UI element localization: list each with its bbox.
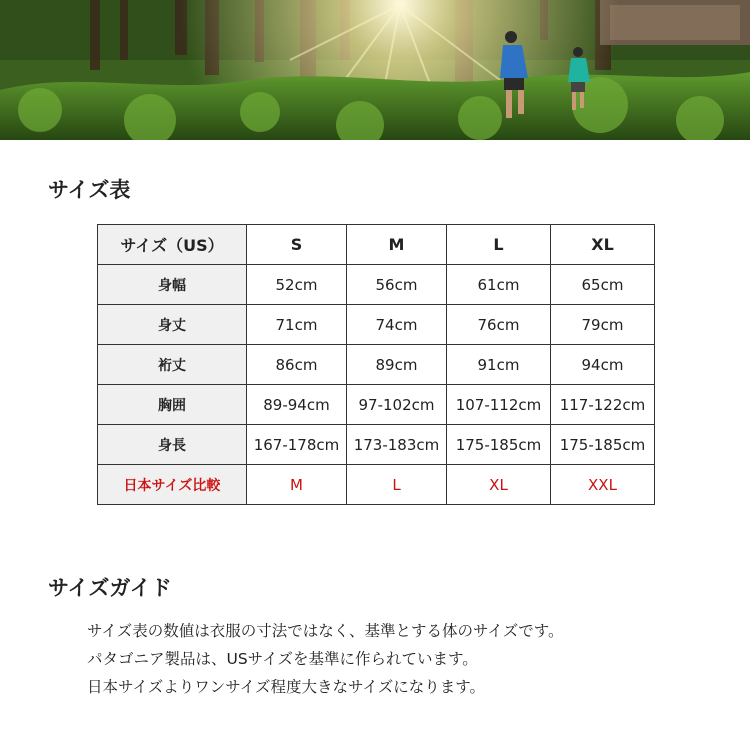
size-l-header: L [447, 225, 551, 265]
table-cell: 91cm [447, 345, 551, 385]
table-cell: 117-122cm [551, 385, 655, 425]
table-cell: 175-185cm [551, 425, 655, 465]
row-label: 日本サイズ比較 [98, 465, 247, 505]
table-row [98, 305, 655, 345]
table-cell: 56cm [347, 265, 447, 305]
table-cell: M [247, 465, 347, 505]
table-cell: 97-102cm [347, 385, 447, 425]
guide-line: パタゴニア製品は、USサイズを基準に作られています。 [87, 650, 478, 668]
table-cell: 175-185cm [447, 425, 551, 465]
table-cell: 71cm [247, 305, 347, 345]
size-s-header: S [247, 225, 347, 265]
row-label: 身丈 [98, 305, 247, 345]
row-label: 裄丈 [98, 345, 247, 385]
japan-size-row [98, 465, 655, 505]
table-cell: XL [447, 465, 551, 505]
size-chart-title: サイズ表 [48, 178, 131, 202]
size-guide-text [87, 617, 563, 701]
guide-line: 日本サイズよりワンサイズ程度大きなサイズになります。 [87, 678, 486, 696]
table-row [98, 265, 655, 305]
row-label: 身幅 [98, 265, 247, 305]
table-cell: 74cm [347, 305, 447, 345]
size-guide-title: サイズガイド [48, 576, 172, 600]
table-cell: 86cm [247, 345, 347, 385]
table-row [98, 385, 655, 425]
table-cell: 89-94cm [247, 385, 347, 425]
table-cell: 94cm [551, 345, 655, 385]
table-row [98, 345, 655, 385]
row-label: 身長 [98, 425, 247, 465]
table-cell: 52cm [247, 265, 347, 305]
size-xl-header: XL [551, 225, 655, 265]
guide-line: サイズ表の数値は衣服の寸法ではなく、基準とする体のサイズです。 [87, 622, 564, 640]
table-cell: 173-183cm [347, 425, 447, 465]
table-cell: 61cm [447, 265, 551, 305]
hero-banner [0, 0, 750, 140]
table-row [98, 425, 655, 465]
table-cell: L [347, 465, 447, 505]
table-cell: 65cm [551, 265, 655, 305]
table-cell: 107-112cm [447, 385, 551, 425]
row-label: 胸囲 [98, 385, 247, 425]
table-cell: 89cm [347, 345, 447, 385]
table-cell: XXL [551, 465, 655, 505]
table-cell: 79cm [551, 305, 655, 345]
table-cell: 76cm [447, 305, 551, 345]
forest-photo [0, 0, 750, 140]
table-cell: 167-178cm [247, 425, 347, 465]
size-us-header: サイズ（US） [98, 225, 247, 265]
size-chart-table [97, 224, 655, 505]
size-m-header: M [347, 225, 447, 265]
table-header-row [98, 225, 655, 265]
